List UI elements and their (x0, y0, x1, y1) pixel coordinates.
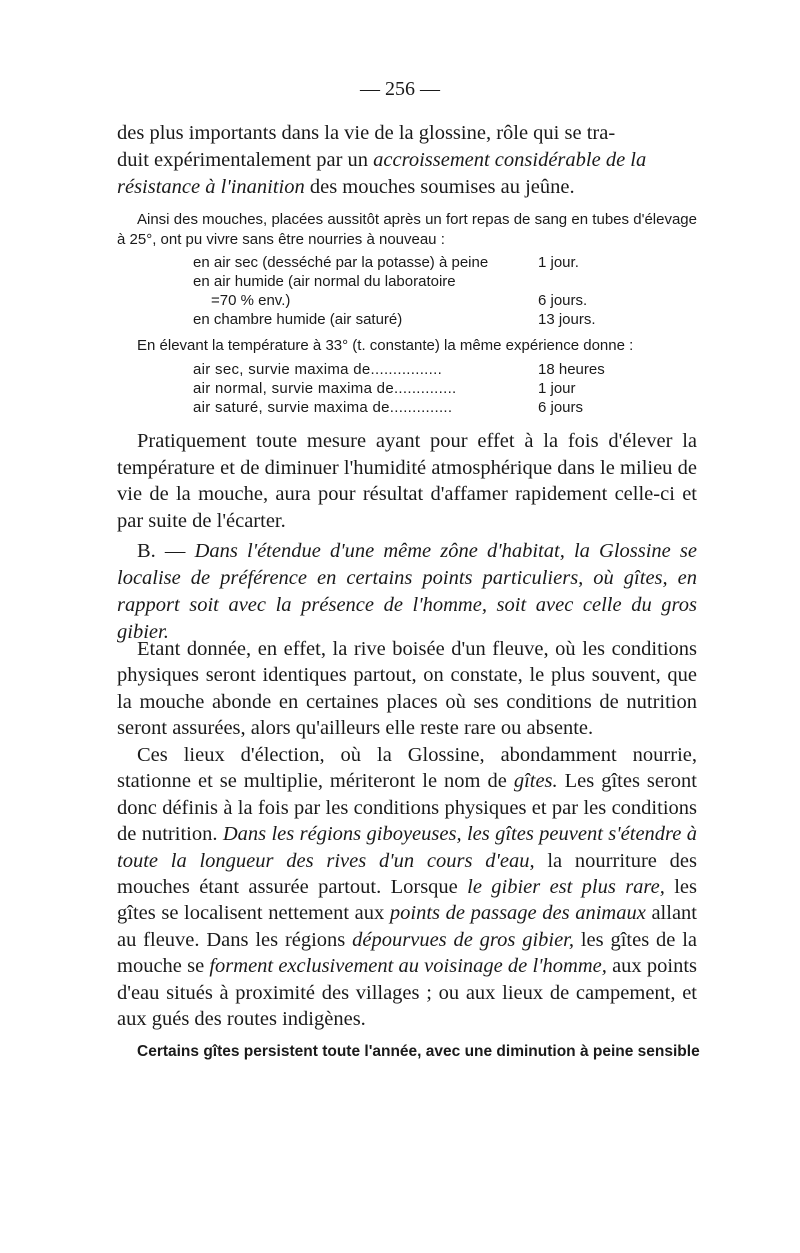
paragraph-1: Pratiquement toute mesure ayant pour effet à la fois d'élever la température et de diminuer l'humidité atmosphérique dans le milieu de vie de la mouche, aura pour résultat d'affamer rapidement celle-ci et par suite de l'écarter. (117, 430, 697, 532)
experiment1-text: Ainsi des mouches, placées aussitôt après un fort repas de sang en tubes d'élevage à 25°, ont pu vivre sans être nourries à nouveau : (117, 211, 697, 248)
section-b-title: Dans l'étendue d'une même zône d'habitat, la Glossine se localise de préférence en certains points particuliers, où gîtes, en rapport soit avec la présence de l'homme, soit avec celle du gros gibier. (117, 540, 697, 643)
text-run: Ces lieux d'élection, où la Glossine, abondamment nourrie, stationne et se multiplie, mériteront le nom de (117, 744, 697, 793)
row-label: en air humide (air normal du laboratoire (193, 273, 456, 290)
text-run: aux points d'eau situés à proximité des villages ; ou aux lieux de campement, et aux gués des routes indigènes. (117, 955, 697, 1031)
row-value (538, 272, 613, 291)
experiment1-list (193, 253, 613, 329)
intro-emphasis-1: accroissement considérable de la (373, 149, 647, 171)
intro-paragraph (117, 120, 697, 201)
experiment1-row (193, 310, 613, 329)
emphasis-run: gîtes. (513, 770, 558, 793)
row-value: 6 jours (538, 399, 584, 416)
row-label: air saturé, survie maxima de.............. (193, 399, 453, 416)
row-value: 1 jour. (538, 254, 579, 271)
emphasis-run: le gibier est plus rare, (467, 876, 665, 899)
row-label: en air sec (desséché par la potasse) à peine (193, 254, 489, 271)
final-line: Certains gîtes persistent toute l'année, avec une diminution à peine sensible (137, 1043, 700, 1060)
experiment2-list (193, 360, 613, 417)
experiment2-row (193, 360, 613, 379)
row-label: air normal, survie maxima de.............. (193, 380, 457, 397)
emphasis-run: forment exclusivement au voisinage de l'homme, (209, 955, 607, 978)
experiment2-text: En élevant la température à 33° (t. constante) la même expérience donne : (137, 337, 634, 354)
text-run: allant au fleuve. Dans les régions (117, 902, 697, 951)
row-value: 1 jour (538, 380, 576, 397)
intro-line-2a: duit expérimentalement par un (117, 149, 374, 171)
section-b-heading (117, 538, 697, 646)
row-label: en chambre humide (air saturé) (193, 311, 403, 328)
experiment1-row (193, 272, 613, 291)
intro-line-3b: des mouches soumises au jeûne. (304, 176, 575, 198)
section-b-lead: B. — (137, 540, 195, 562)
paragraph-3 (117, 742, 697, 1032)
page-number: — 256 — (360, 78, 440, 100)
row-value: 18 heures (538, 361, 605, 378)
paragraph-2: Etant donnée, en effet, la rive boisée d'un fleuve, où les conditions physiques seront identiques partout, on constate, le plus souvent, que la mouche abonde en certaines places où ses conditions de nutrition seront assurées, alors qu'ailleurs elle reste rare ou absente. (117, 638, 697, 739)
row-label: air sec, survie maxima de................ (193, 361, 443, 378)
experiment1-row (193, 291, 613, 310)
experiment1-row (193, 253, 613, 272)
row-value: 6 jours. (538, 292, 588, 309)
intro-line-1: des plus importants dans la vie de la glossine, rôle qui se tra- (117, 122, 616, 144)
emphasis-run: Dans les régions giboyeuses, les gîtes peuvent s'étendre à toute la longueur des rives d'un cours d'eau, (117, 823, 697, 872)
text-run: Les gîtes seront donc définis à la fois par les conditions physiques et par les conditions de nutrition. (117, 770, 697, 846)
row-label: =70 % env.) (211, 292, 291, 309)
emphasis-run: points de passage des animaux (389, 902, 646, 925)
intro-emphasis-2: résistance à l'inanition (117, 176, 305, 198)
text-run: la nourriture des mouches étant assurée partout. Lorsque (117, 849, 698, 899)
row-value: 13 jours. (538, 311, 596, 328)
experiment2-row (193, 398, 613, 417)
text-run: les gîtes se localisent nettement aux (117, 876, 697, 925)
text-run: les gîtes de la mouche se (117, 928, 697, 978)
emphasis-run: dépourvues de gros gibier, (352, 928, 575, 951)
experiment2-row (193, 379, 613, 398)
